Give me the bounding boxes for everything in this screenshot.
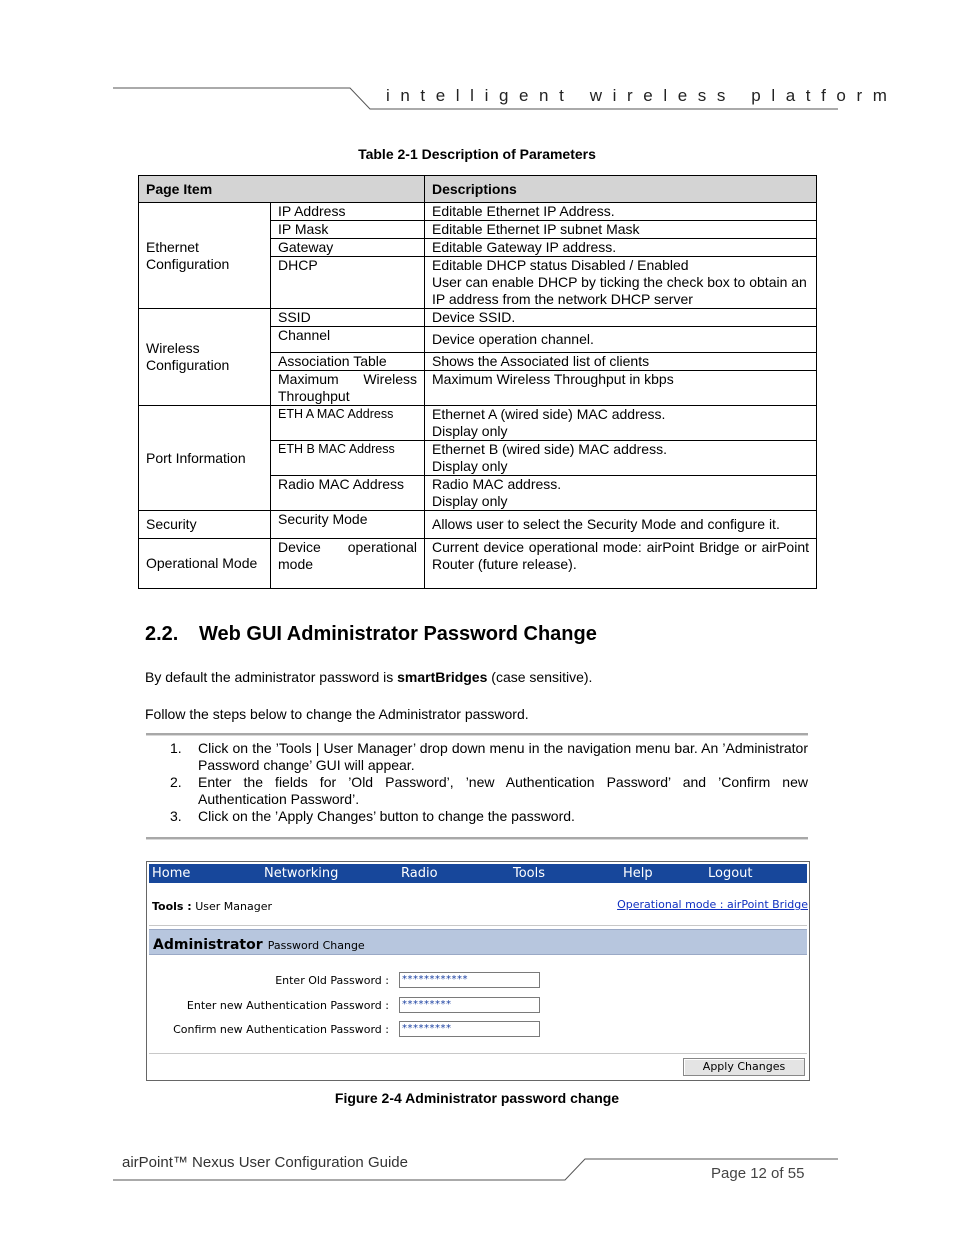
table-row bbox=[139, 203, 817, 221]
item-operational-w2: operational bbox=[347, 539, 417, 555]
para1-pre: By default the administrator password is bbox=[145, 669, 398, 685]
default-password: smartBridges bbox=[397, 669, 488, 685]
desc-gateway: Editable Gateway IP address. bbox=[425, 239, 817, 257]
old-password-label: Enter Old Password : bbox=[275, 974, 389, 987]
desc-operational-mode: Current device operational mode: airPoint Bridge or airPoint Router (future release). bbox=[425, 539, 817, 589]
table-row bbox=[139, 309, 817, 327]
item-dhcp: DHCP bbox=[271, 257, 425, 309]
old-password-input[interactable]: ************ bbox=[399, 972, 540, 988]
desc-dhcp-line2: User can enable DHCP by ticking the check box to obtain an IP address from the network DHCP server bbox=[432, 274, 807, 307]
step-number: 3. bbox=[170, 808, 182, 824]
group-port: Port Information bbox=[139, 406, 271, 511]
desc-security-mode: Allows user to select the Security Mode and configure it. bbox=[425, 511, 817, 539]
gui-divider bbox=[149, 1053, 807, 1054]
section-number: 2.2. bbox=[145, 623, 179, 645]
item-association-table: Association Table bbox=[271, 353, 425, 371]
footer-doc-title: airPoint™ Nexus User Configuration Guide bbox=[122, 1154, 408, 1171]
steps-list bbox=[170, 740, 808, 825]
item-throughput-w3: Throughput bbox=[278, 388, 350, 404]
item-channel: Channel bbox=[271, 327, 425, 353]
header-tagline: intelligent wireless platform bbox=[386, 86, 898, 105]
item-ssid: SSID bbox=[271, 309, 425, 327]
table-row bbox=[139, 539, 817, 589]
gui-section-title bbox=[149, 929, 807, 955]
item-gateway: Gateway bbox=[271, 239, 425, 257]
group-operational: Operational Mode bbox=[139, 539, 271, 589]
admin-password-gui bbox=[146, 861, 810, 1081]
apply-changes-button[interactable]: Apply Changes bbox=[683, 1058, 805, 1076]
item-eth-a: ETH A MAC Address bbox=[271, 406, 425, 441]
divider-top bbox=[146, 733, 808, 736]
section-title: Web GUI Administrator Password Change bbox=[199, 623, 597, 645]
divider-bottom bbox=[146, 837, 808, 840]
confirm-password-input[interactable]: ********* bbox=[399, 1021, 540, 1037]
section-heading bbox=[145, 623, 597, 646]
new-password-label: Enter new Authentication Password : bbox=[186, 999, 389, 1012]
table-row bbox=[139, 406, 817, 441]
gui-divider bbox=[149, 925, 807, 926]
group-security: Security bbox=[139, 511, 271, 539]
item-operational-w3: mode bbox=[278, 556, 314, 572]
step-text: Click on the ’Apply Changes’ button to change the password. bbox=[198, 808, 575, 824]
table-header-row bbox=[139, 176, 817, 203]
breadcrumb-page: User Manager bbox=[195, 900, 272, 913]
group-wireless: Wireless Configuration bbox=[139, 309, 271, 406]
item-ip-address: IP Address bbox=[271, 203, 425, 221]
step-text: Click on the ’Tools | User Manager’ drop down menu in the navigation menu bar. An ’Administrator Password change’ GUI will appear. bbox=[198, 740, 808, 773]
item-ip-mask: IP Mask bbox=[271, 221, 425, 239]
steps-intro-paragraph: Follow the steps below to change the Administrator password. bbox=[145, 706, 529, 722]
desc-ip-address: Editable Ethernet IP Address. bbox=[425, 203, 817, 221]
nav-networking[interactable]: Networking bbox=[264, 866, 339, 881]
confirm-password-label: Confirm new Authentication Password : bbox=[173, 1023, 389, 1036]
list-item bbox=[170, 808, 808, 825]
step-number: 2. bbox=[170, 774, 182, 790]
desc-eth-a-line1: Ethernet A (wired side) MAC address. bbox=[432, 406, 666, 422]
gui-title-big: Administrator bbox=[153, 937, 263, 953]
table-row bbox=[139, 511, 817, 539]
step-number: 1. bbox=[170, 740, 182, 756]
list-item bbox=[170, 774, 808, 808]
default-password-paragraph bbox=[145, 669, 592, 685]
desc-radio-line1: Radio MAC address. bbox=[432, 476, 562, 492]
item-throughput-w2: Wireless bbox=[363, 371, 417, 387]
list-item bbox=[170, 740, 808, 774]
nav-logout[interactable]: Logout bbox=[708, 866, 753, 881]
desc-eth-b-line1: Ethernet B (wired side) MAC address. bbox=[432, 441, 667, 457]
table-caption: Table 2-1 Description of Parameters bbox=[358, 146, 596, 162]
item-throughput bbox=[271, 371, 425, 406]
desc-throughput: Maximum Wireless Throughput in kbps bbox=[425, 371, 817, 406]
item-throughput-w1: Maximum bbox=[278, 371, 339, 387]
nav-tools[interactable]: Tools bbox=[513, 866, 546, 881]
desc-radio-mac bbox=[425, 476, 817, 511]
figure-caption: Figure 2-4 Administrator password change bbox=[334, 1090, 620, 1106]
item-radio-mac: Radio MAC Address bbox=[271, 476, 425, 511]
desc-dhcp bbox=[425, 257, 817, 309]
desc-eth-b-line2: Display only bbox=[432, 458, 508, 474]
item-eth-b: ETH B MAC Address bbox=[271, 441, 425, 476]
item-operational-w1: Device bbox=[278, 539, 321, 555]
desc-eth-b bbox=[425, 441, 817, 476]
desc-association-table: Shows the Associated list of clients bbox=[425, 353, 817, 371]
breadcrumb-section: Tools : bbox=[152, 900, 192, 913]
parameters-table bbox=[138, 175, 817, 589]
item-security-mode: Security Mode bbox=[271, 511, 425, 539]
new-password-input[interactable]: ********* bbox=[399, 997, 540, 1013]
desc-radio-line2: Display only bbox=[432, 493, 508, 509]
gui-title-small: Password Change bbox=[267, 939, 365, 952]
group-ethernet: Ethernet Configuration bbox=[139, 203, 271, 309]
para1-post: (case sensitive). bbox=[487, 669, 593, 685]
desc-channel: Device operation channel. bbox=[425, 327, 817, 353]
footer-page-number: Page 12 of 55 bbox=[711, 1165, 805, 1182]
header-descriptions: Descriptions bbox=[425, 176, 817, 203]
desc-eth-a-line2: Display only bbox=[432, 423, 508, 439]
nav-home[interactable]: Home bbox=[152, 866, 191, 881]
step-text: Enter the fields for ’Old Password’, ’new Authentication Password’ and ’Confirm new Authentication Password’. bbox=[198, 774, 808, 807]
operational-mode-link[interactable]: Operational mode : airPoint Bridge bbox=[617, 898, 808, 911]
desc-eth-a bbox=[425, 406, 817, 441]
header-page-item: Page Item bbox=[139, 176, 425, 203]
desc-dhcp-line1: Editable DHCP status Disabled / Enabled bbox=[432, 257, 689, 273]
nav-help[interactable]: Help bbox=[623, 866, 653, 881]
desc-ssid: Device SSID. bbox=[425, 309, 817, 327]
nav-radio[interactable]: Radio bbox=[401, 866, 438, 881]
desc-ip-mask: Editable Ethernet IP subnet Mask bbox=[425, 221, 817, 239]
gui-nav-bar bbox=[149, 864, 807, 883]
gui-breadcrumb bbox=[152, 900, 272, 913]
item-operational-mode bbox=[271, 539, 425, 589]
